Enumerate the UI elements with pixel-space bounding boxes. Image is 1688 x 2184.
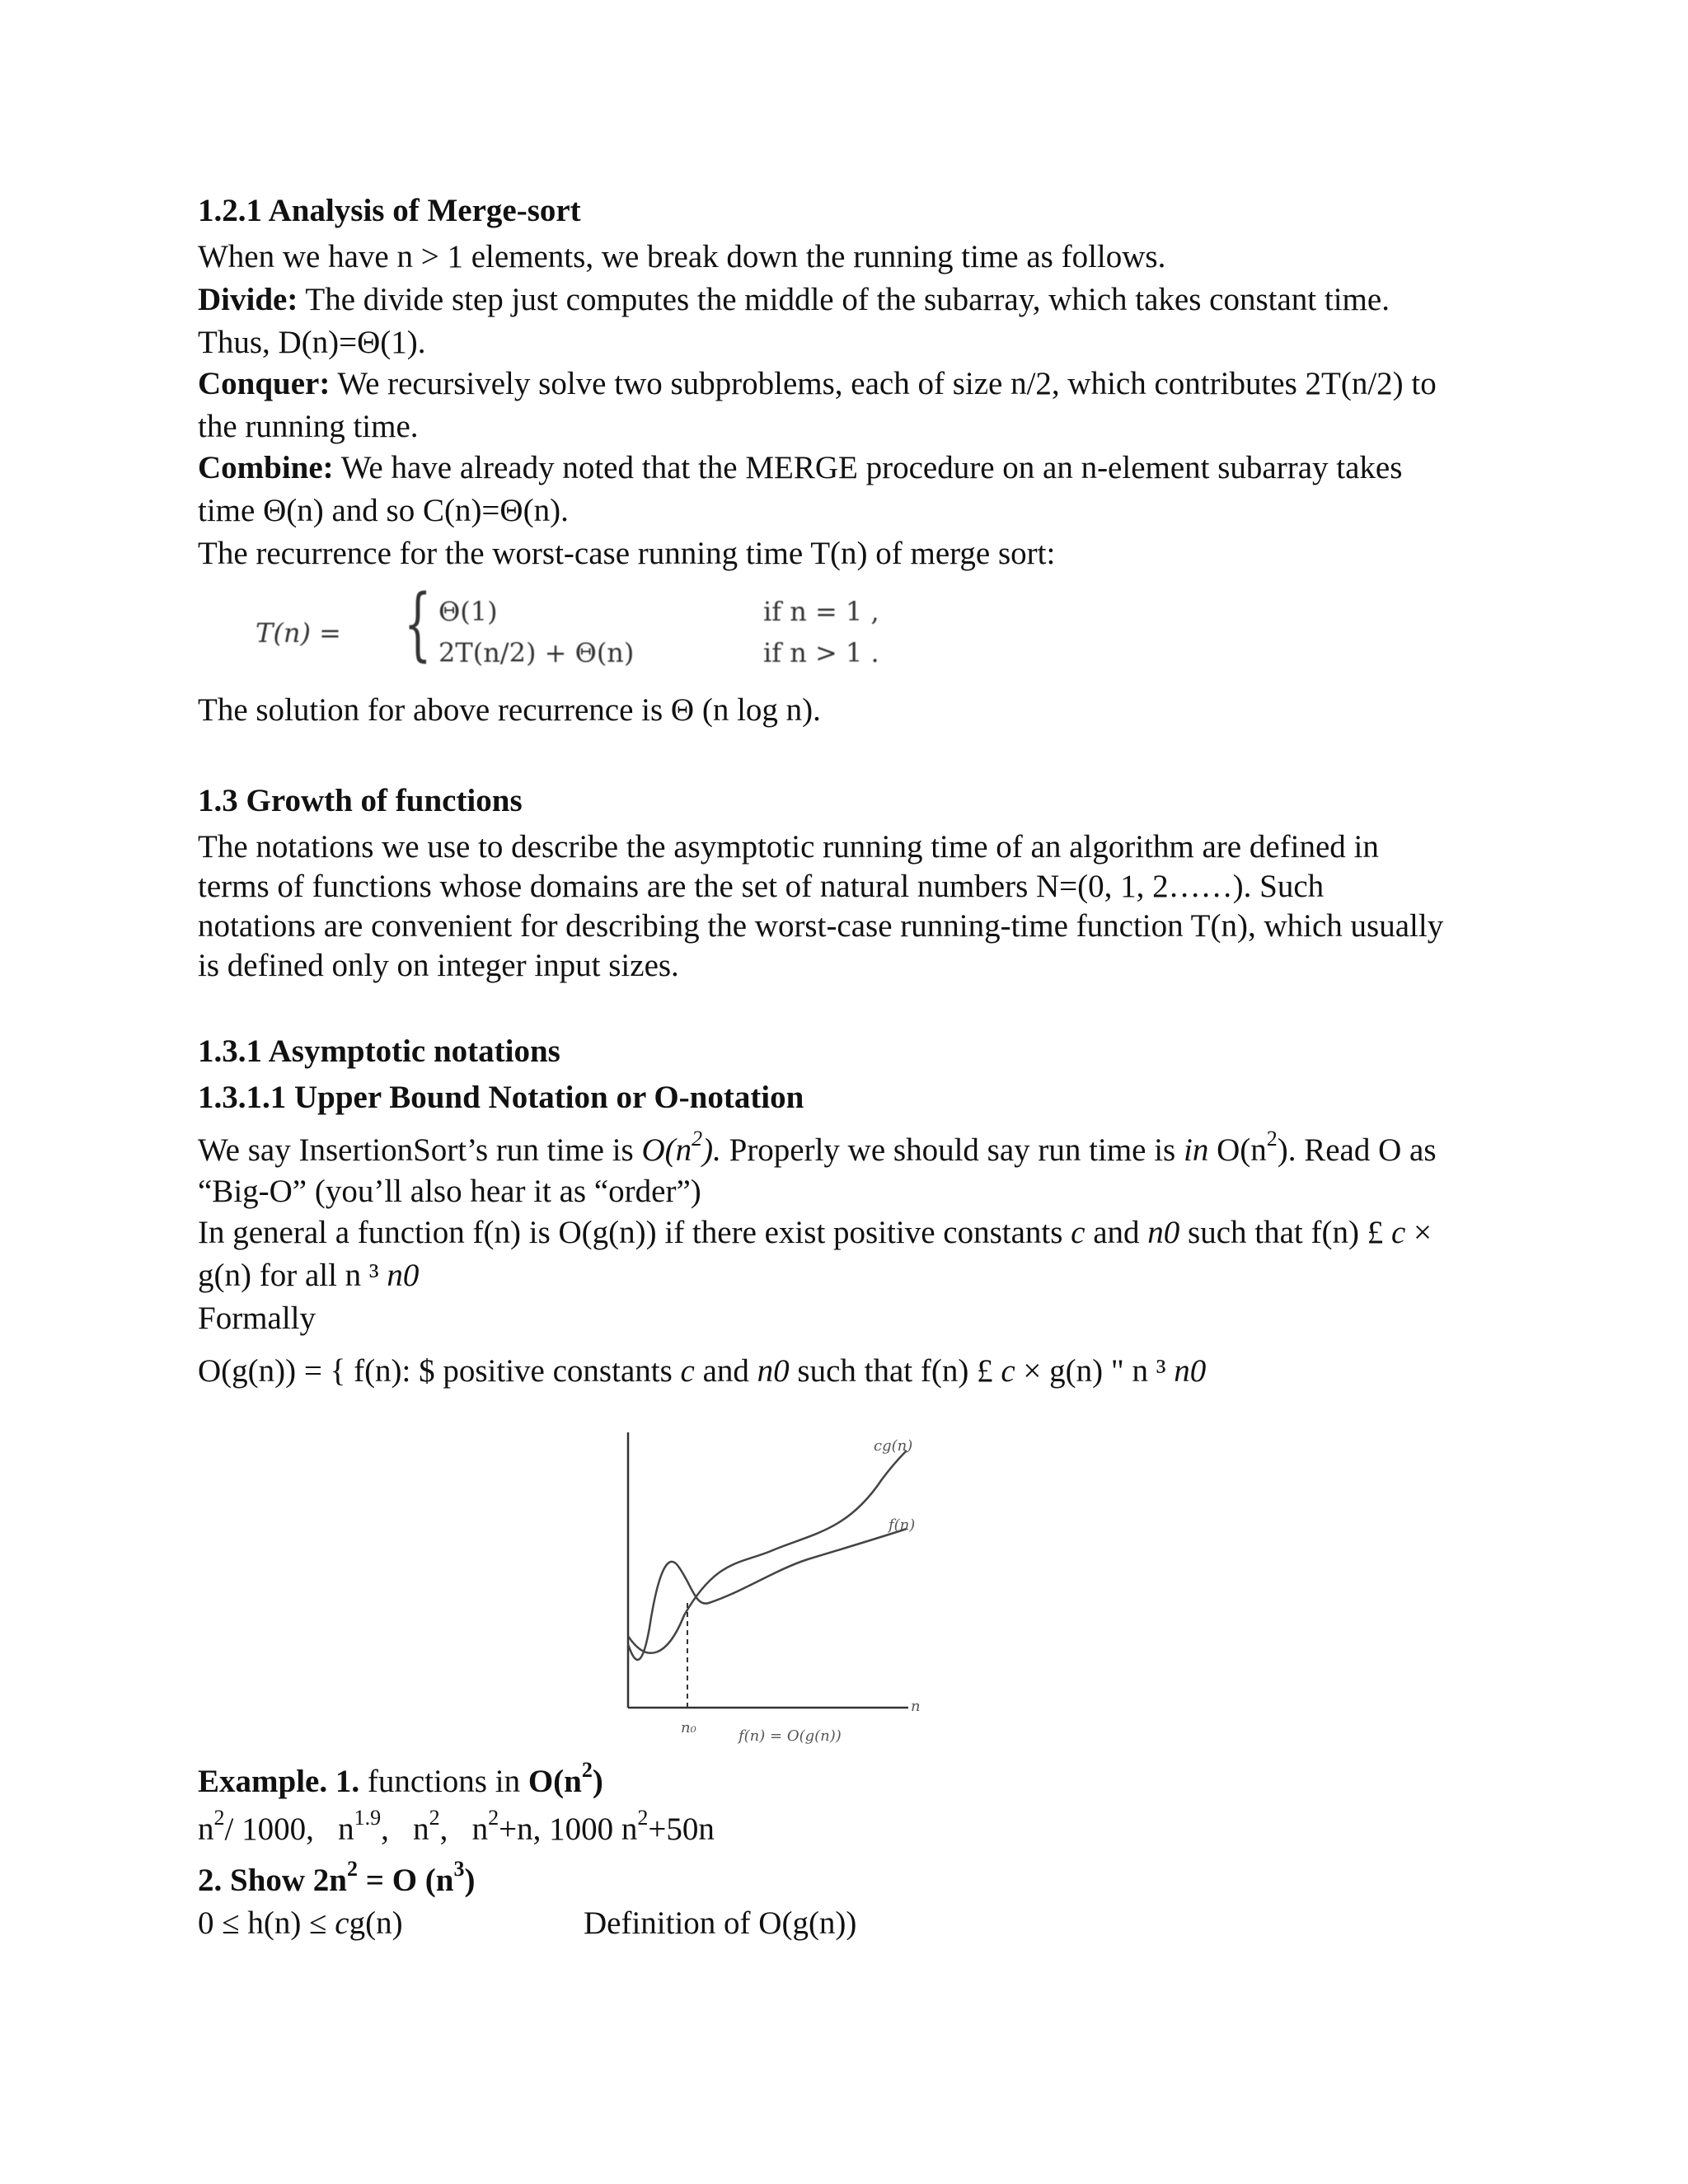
text-run: Properly we should say run time is [720,1132,1184,1168]
divide-line [198,280,1390,320]
text-run: In general a function f(n) is O(g(n)) if there exist positive constants [198,1215,1071,1250]
superscript: 2 [581,1758,593,1782]
paragraph-line: terms of functions whose domains are the set of natural numbers N=(0, 1, 2……). Such [198,869,1325,904]
equation-condition-1: if n = 1 , [763,596,879,627]
text-run: c [1071,1215,1085,1250]
text-run: g(n) [349,1905,403,1941]
text-run: g(n) for all n ³ [198,1258,387,1293]
text-run: , n [381,1811,429,1847]
text-run: O(n [528,1764,582,1799]
paragraph-line: Thus, D(n)=Θ(1). [198,325,426,360]
divide-label: Divide: [198,282,298,317]
paragraph-line: time Θ(n) and so C(n)=Θ(n). [198,493,569,528]
section-heading-1-2-1: 1.2.1 Analysis of Merge-sort [198,193,581,228]
f-label: f(n) [889,1516,916,1534]
equation-lhs: T(n) = [256,617,341,649]
n-axis-label: n [911,1698,921,1715]
combine-text: We have already noted that the MERGE procedure on an n-element subarray takes [333,450,1403,485]
definition-note: Definition of O(g(n)) [584,1905,857,1941]
paragraph-line: Formally [198,1301,316,1336]
text-run: × g(n) " n ³ [1015,1353,1175,1389]
cg-label: cg(n) [874,1437,913,1455]
paragraph-line: “Big-O” (you’ll also hear it as “order”) [198,1174,701,1209]
example-2-line [198,1857,476,1900]
text-run: n0 [757,1353,790,1389]
paragraph-line [198,1352,1206,1391]
equation-case-2: 2T(n/2) + Θ(n) [438,637,635,668]
text-run: c [335,1905,349,1941]
superscript: 2 [637,1806,649,1830]
text-run: ). Read O as [1277,1132,1437,1168]
text-run: n [198,1811,214,1847]
combine-label: Combine: [198,450,334,485]
conquer-text: We recursively solve two subproblems, each of size n/2, which contributes 2T(n/2) to [330,366,1437,401]
function-list-line [198,1806,715,1849]
text-run: +n, 1000 n [499,1811,638,1847]
conquer-line [198,364,1437,404]
superscript: 2 [346,1857,358,1881]
solution-line: The solution for above recurrence is Θ (n log n). [198,692,821,728]
equation-condition-2: if n > 1 . [763,637,879,668]
text-run: such that f(n) £ [1179,1215,1391,1250]
figure-caption: f(n) = O(g(n)) [738,1727,842,1745]
text-run: +50n [648,1811,715,1847]
text-run: O(n [641,1132,692,1168]
text-run: We say InsertionSort’s run time is [198,1132,642,1168]
text-run: c [1001,1353,1015,1389]
text-run: O(g(n)) = { f(n): $ positive constants [198,1353,681,1389]
text-run: , n [439,1811,489,1847]
paragraph-line: The notations we use to describe the asymptotic running time of an algorithm are defined in [198,829,1379,865]
superscript: 2 [1266,1127,1278,1151]
section-heading-1-3-1: 1.3.1 Asymptotic notations [198,1033,560,1069]
superscript: 2 [692,1127,703,1151]
combine-line [198,448,1402,488]
superscript: 2 [213,1806,225,1830]
text-run: n0 [387,1258,420,1293]
text-run: 2. Show 2n [198,1863,347,1898]
text-run: ) [464,1863,476,1898]
text-run: such that f(n) £ [789,1353,1001,1389]
paragraph-line: notations are convenient for describing the worst-case running-time function T(n), which usually [198,908,1444,944]
example-1-line [198,1758,603,1802]
big-o-diagram [610,1418,956,1755]
inequality-line [198,1904,403,1943]
superscript: 1.9 [354,1806,382,1830]
cg-curve [628,1451,907,1653]
section-heading-1-3: 1.3 Growth of functions [198,783,523,818]
text-run: c [1390,1215,1406,1250]
text-run: = O (n [357,1863,454,1898]
text-run: ) [592,1764,603,1799]
recurrence-equation [247,578,956,680]
text-run: functions in [359,1764,528,1799]
paragraph-line [198,1213,1432,1253]
conquer-label: Conquer: [198,366,331,401]
text-run: in [1183,1132,1209,1168]
equation-case-1: Θ(1) [438,596,498,627]
big-o-figure [610,1418,956,1755]
paragraph-line: The recurrence for the worst-case running time T(n) of merge sort: [198,536,1056,571]
text-run: c [680,1353,695,1389]
text-run: / 1000, n [224,1811,354,1847]
paragraph-line [198,1256,419,1296]
text-run: n0 [1174,1353,1207,1389]
text-run: 0 ≤ h(n) ≤ [198,1905,335,1941]
paragraph-line: When we have n > 1 elements, we break down the running time as follows. [198,239,1166,274]
superscript: 3 [453,1857,465,1881]
text-run: ). [702,1132,721,1168]
superscript: 2 [488,1806,499,1830]
superscript: 2 [429,1806,440,1830]
text-run: × [1405,1215,1432,1250]
equation-brace: { [404,578,432,670]
example-1-label: Example. 1. [198,1764,360,1799]
subsection-heading: 1.3.1.1 Upper Bound Notation or O-notation [198,1080,804,1115]
paragraph-line: the running time. [198,409,419,444]
text-run: n0 [1147,1215,1180,1250]
paragraph-line [198,1127,1437,1170]
paragraph-line: is defined only on integer input sizes. [198,948,679,983]
text-run: and [694,1353,757,1389]
n0-label: n₀ [681,1719,696,1736]
text-run: and [1085,1215,1148,1250]
divide-text: The divide step just computes the middle of the subarray, which takes constant time. [298,282,1390,317]
text-run: O(n [1208,1132,1267,1168]
